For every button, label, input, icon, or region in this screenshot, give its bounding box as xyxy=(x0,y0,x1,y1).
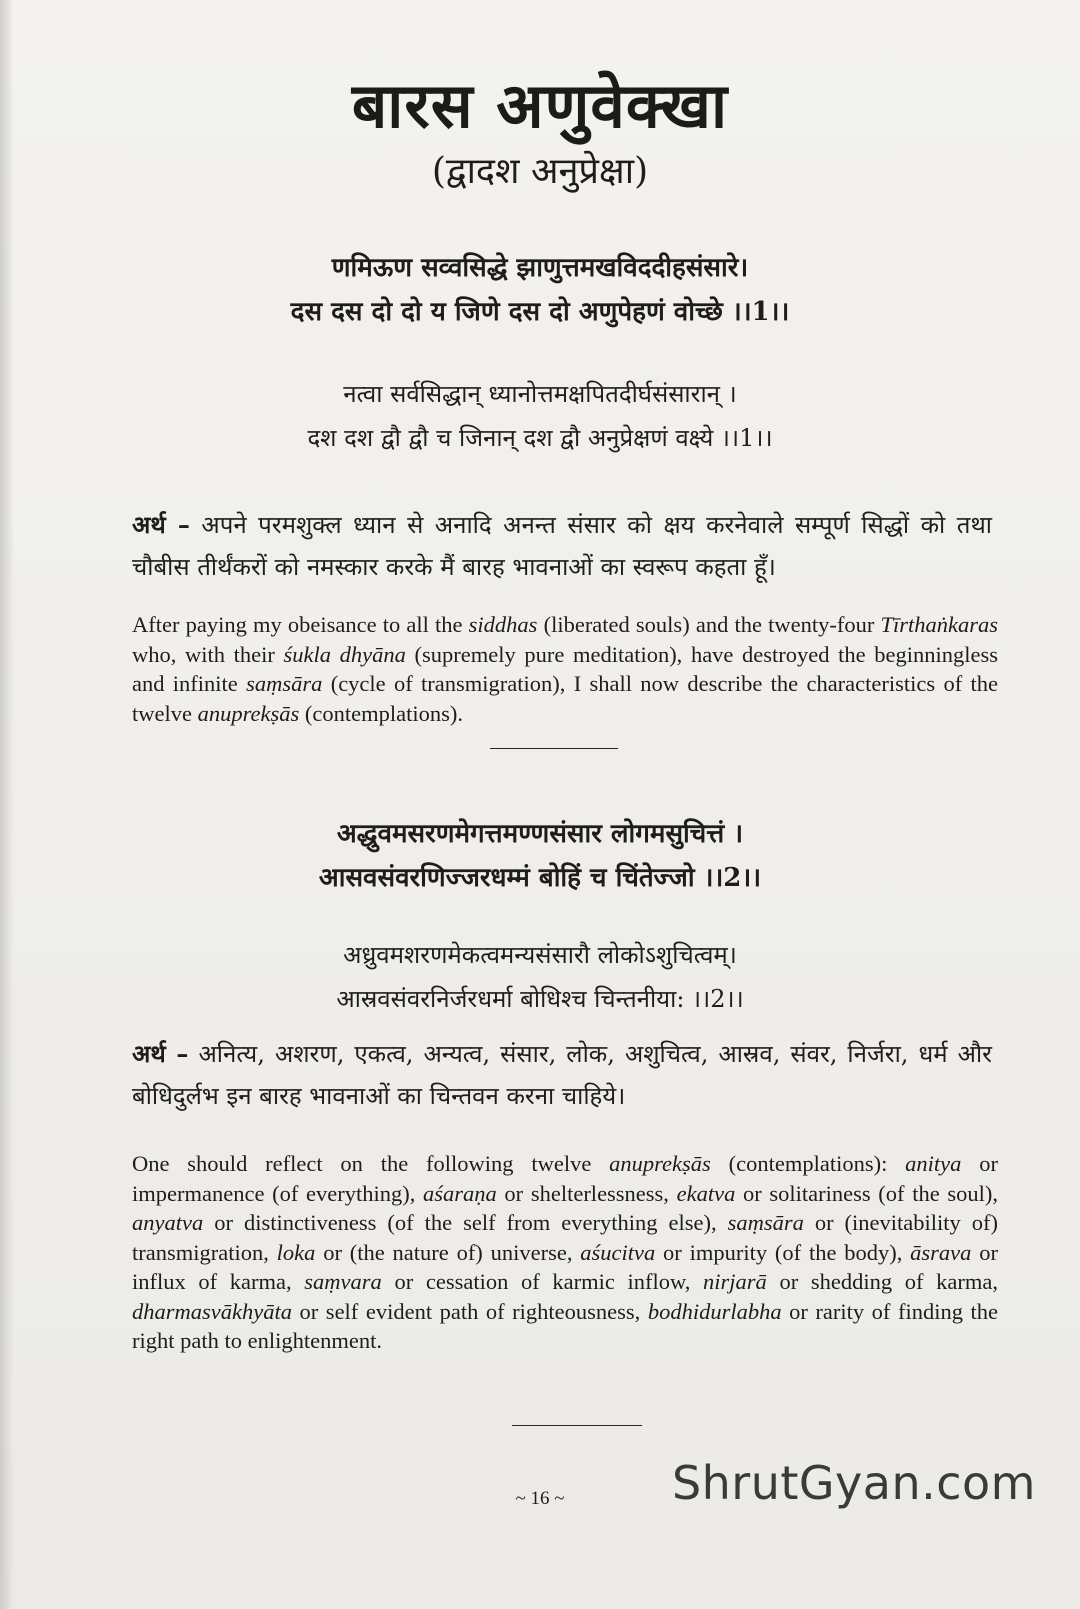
transliterated-term: loka xyxy=(276,1239,316,1265)
verse-2-hindi-meaning xyxy=(132,1033,992,1117)
text-run: or influx of karma, xyxy=(132,1239,998,1294)
transliterated-term: bodhidurlabha xyxy=(647,1298,782,1324)
transliterated-term: saṃsāra xyxy=(727,1210,804,1235)
verse-2-english-translation xyxy=(132,1149,998,1356)
section-divider xyxy=(512,1425,642,1426)
verse-1-hindi-meaning xyxy=(132,504,992,588)
text-run: (cycle of transmigration), I shall now describe the characteristics of the twelve xyxy=(132,671,998,726)
transliterated-term: aśaraṇa xyxy=(423,1180,497,1206)
text-run: or solitariness (of the soul), xyxy=(735,1180,998,1206)
transliterated-term: nirjarā xyxy=(703,1269,767,1294)
text-run: (contemplations). xyxy=(299,700,463,726)
verse-2-prakrit-line-2: आसवसंवरणिज्जरधम्मं बोहिं च चिंतेज्जो ।।2।। xyxy=(318,863,762,893)
transliterated-term: anitya xyxy=(905,1151,962,1176)
transliterated-term: Tīrthaṅkaras xyxy=(880,612,998,637)
transliterated-term: saṃvara xyxy=(304,1269,382,1294)
verse-1-prakrit-line-1: णमिऊण सव्वसिद्धे झाणुत्तमखविददीहसंसारे। xyxy=(331,253,749,283)
text-run: or self evident path of righteousness, xyxy=(291,1298,648,1324)
verse-2-sanskrit-line-2: आस्रवसंवरनिर्जरधर्मा बोधिश्च चिन्तनीया: ।।2।। xyxy=(336,985,744,1013)
verse-2-prakrit-line-1: अद्धुवमसरणमेगत्तमण्णसंसार लोगमसुचित्तं । xyxy=(336,819,744,849)
transliterated-term: śukla dhyāna xyxy=(283,641,406,667)
text-run: One should reflect on the following twelve xyxy=(132,1151,610,1176)
page-title: बारस अणुवेक्खा xyxy=(351,69,729,142)
page-number: ~ 16 ~ xyxy=(515,1488,565,1509)
text-run: or (the nature of) universe, xyxy=(315,1239,581,1265)
verse-1-prakrit-line-2: दस दस दो दो य जिणे दस दो अणुपेहणं वोच्छे ।।1।। xyxy=(290,297,790,327)
verse-1-sanskrit-line-1: नत्वा सर्वसिद्धान् ध्यानोत्तमक्षपितदीर्घसंसारान् । xyxy=(343,380,737,408)
verse-1-meaning-text: अपने परमशुक्ल ध्यान से अनादि अनन्त संसार को क्षय करनेवाले सम्पूर्ण सिद्धों को तथा चौबीस तीर्थंकरों को नमस्कार करके मैं बारह भावनाओं का स्वरूप कहता हूँ। xyxy=(132,511,992,581)
verse-2-sanskrit xyxy=(0,933,1080,1021)
transliterated-term: anuprekṣās xyxy=(197,700,300,726)
text-run: (liberated souls) and the twenty-four xyxy=(537,612,881,637)
verse-1-english-translation xyxy=(132,610,998,728)
text-run: or rarity of finding the right path to enlightenment. xyxy=(132,1298,998,1353)
section-divider xyxy=(490,748,618,749)
text-run: or shedding of karma, xyxy=(766,1269,998,1294)
transliterated-term: anuprekṣās xyxy=(609,1151,711,1176)
transliterated-term: dharmasvākhyāta xyxy=(132,1298,292,1324)
text-run: who, with their xyxy=(132,641,284,667)
verse-1-prakrit xyxy=(0,246,1080,334)
text-run: (contemplations): xyxy=(710,1151,906,1176)
page-edge-shadow xyxy=(0,0,14,1609)
text-run: After paying my obeisance to all the xyxy=(132,612,469,637)
verse-2-sanskrit-line-1: अध्रुवमशरणमेकत्वमन्यसंसारौ लोकोऽशुचित्वम्। xyxy=(343,941,737,969)
verse-2-prakrit xyxy=(0,812,1080,900)
watermark: ShrutGyan.com xyxy=(671,1456,1036,1510)
verse-1-meaning-label: अर्थ – xyxy=(132,510,190,539)
text-run: or (inevitability of) transmigration, xyxy=(132,1210,998,1265)
verse-2-meaning-text: अनित्य, अशरण, एकत्व, अन्यत्व, संसार, लोक, अशुचित्व, आस्रव, संवर, निर्जरा, धर्म और बोधिदुर्लभ इन बारह भावनाओं का चिन्तवन करना चाहिये। xyxy=(132,1040,992,1110)
transliterated-term: saṃsāra xyxy=(246,671,323,696)
verse-2-meaning-label: अर्थ – xyxy=(132,1039,189,1068)
page-subtitle: (द्वादश अनुप्रेक्षा) xyxy=(431,151,649,192)
verse-1-sanskrit-line-2: दश दश द्वौ द्वौ च जिनान् दश द्वौ अनुप्रेक्षणं वक्ष्ये ।।1।। xyxy=(307,424,773,452)
text-run: or distinctiveness (of the self from everything else), xyxy=(203,1210,728,1235)
text-run: or impermanence (of everything), xyxy=(132,1151,998,1206)
transliterated-term: aśucitva xyxy=(580,1239,656,1265)
text-run: (supremely pure meditation), have destroyed the beginningless and infinite xyxy=(132,641,999,696)
transliterated-term: anyatva xyxy=(132,1210,204,1235)
transliterated-term: siddhas xyxy=(468,612,538,637)
transliterated-term: ekatva xyxy=(676,1180,736,1206)
verse-1-sanskrit xyxy=(0,372,1080,460)
transliterated-term: āsrava xyxy=(910,1239,972,1265)
text-run: or impurity (of the body), xyxy=(655,1239,911,1265)
text-run: or shelterlessness, xyxy=(496,1180,677,1206)
text-run: or cessation of karmic inflow, xyxy=(381,1269,704,1294)
